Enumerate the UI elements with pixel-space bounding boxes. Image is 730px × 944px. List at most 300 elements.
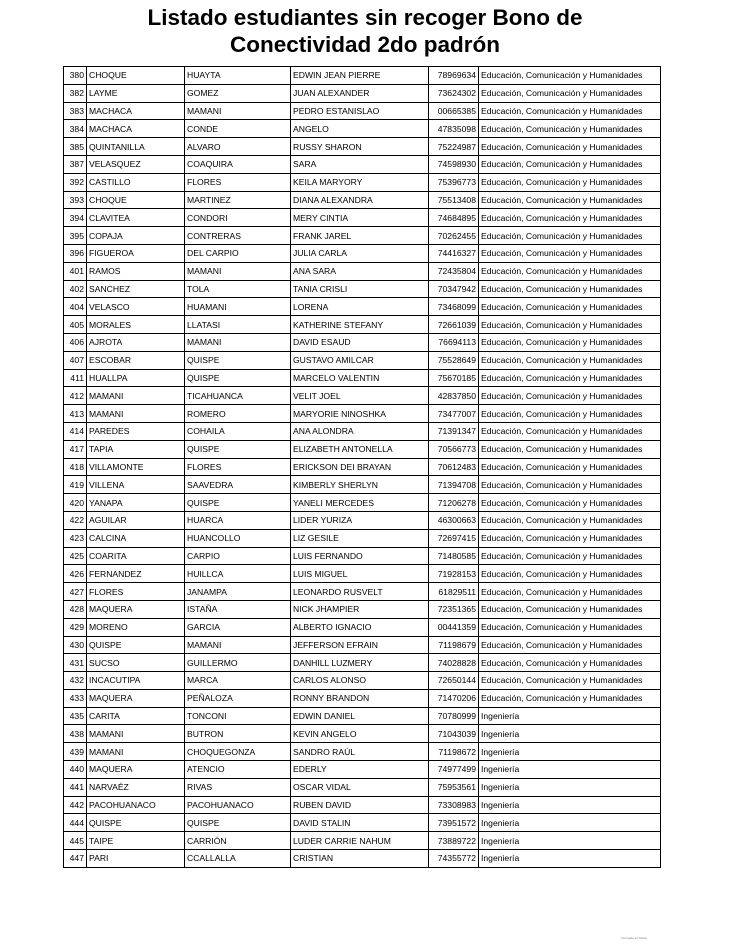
table-row bbox=[64, 405, 661, 423]
dni-cell: 74416327 bbox=[429, 244, 479, 262]
table-row bbox=[64, 422, 661, 440]
given-names-cell: NICK JHAMPIER bbox=[291, 600, 429, 618]
students-table bbox=[63, 66, 661, 868]
first-surname-cell: QUINTANILLA bbox=[87, 138, 185, 156]
table-row bbox=[64, 600, 661, 618]
career-cell: Educación, Comunicación y Humanidades bbox=[479, 458, 661, 476]
first-surname-cell: MAQUERA bbox=[87, 761, 185, 779]
table-row bbox=[64, 654, 661, 672]
title-line-1: Listado estudiantes sin recoger Bono de bbox=[147, 5, 583, 30]
first-surname-cell: NARVAÉZ bbox=[87, 778, 185, 796]
second-surname-cell: QUISPE bbox=[185, 494, 291, 512]
row-number-cell: 418 bbox=[64, 458, 87, 476]
row-number-cell: 406 bbox=[64, 333, 87, 351]
career-cell: Educación, Comunicación y Humanidades bbox=[479, 298, 661, 316]
row-number-cell: 417 bbox=[64, 440, 87, 458]
second-surname-cell: ISTAÑA bbox=[185, 600, 291, 618]
row-number-cell: 423 bbox=[64, 529, 87, 547]
first-surname-cell: LAYME bbox=[87, 84, 185, 102]
second-surname-cell: ATENCIO bbox=[185, 761, 291, 779]
second-surname-cell: MAMANI bbox=[185, 333, 291, 351]
career-cell: Educación, Comunicación y Humanidades bbox=[479, 369, 661, 387]
first-surname-cell: CHOQUE bbox=[87, 67, 185, 85]
title-line-2: Conectividad 2do padrón bbox=[229, 32, 501, 57]
first-surname-cell: COPAJA bbox=[87, 227, 185, 245]
row-number-cell: 447 bbox=[64, 850, 87, 868]
row-number-cell: 426 bbox=[64, 565, 87, 583]
table-row bbox=[64, 796, 661, 814]
given-names-cell: ANGELO bbox=[291, 120, 429, 138]
first-surname-cell: CASTILLO bbox=[87, 173, 185, 191]
row-number-cell: 438 bbox=[64, 725, 87, 743]
row-number-cell: 411 bbox=[64, 369, 87, 387]
first-surname-cell: CARITA bbox=[87, 707, 185, 725]
table-row bbox=[64, 458, 661, 476]
given-names-cell: RUBEN DAVID bbox=[291, 796, 429, 814]
second-surname-cell: GARCIA bbox=[185, 618, 291, 636]
first-surname-cell: CLAVITEA bbox=[87, 209, 185, 227]
dni-cell: 70612483 bbox=[429, 458, 479, 476]
dni-cell: 75224987 bbox=[429, 138, 479, 156]
table-row bbox=[64, 529, 661, 547]
row-number-cell: 394 bbox=[64, 209, 87, 227]
row-number-cell: 404 bbox=[64, 298, 87, 316]
given-names-cell: ALBERTO IGNACIO bbox=[291, 618, 429, 636]
second-surname-cell: CONDORI bbox=[185, 209, 291, 227]
first-surname-cell: MAMANI bbox=[87, 387, 185, 405]
second-surname-cell: ROMERO bbox=[185, 405, 291, 423]
first-surname-cell: QUISPE bbox=[87, 814, 185, 832]
table-row bbox=[64, 511, 661, 529]
row-number-cell: 422 bbox=[64, 511, 87, 529]
career-cell: Educación, Comunicación y Humanidades bbox=[479, 173, 661, 191]
table-row bbox=[64, 191, 661, 209]
given-names-cell: LORENA bbox=[291, 298, 429, 316]
given-names-cell: KEILA MARYORY bbox=[291, 173, 429, 191]
career-cell: Educación, Comunicación y Humanidades bbox=[479, 227, 661, 245]
dni-cell: 70566773 bbox=[429, 440, 479, 458]
career-cell: Educación, Comunicación y Humanidades bbox=[479, 547, 661, 565]
given-names-cell: GUSTAVO AMILCAR bbox=[291, 351, 429, 369]
second-surname-cell: QUISPE bbox=[185, 351, 291, 369]
dni-cell: 72435804 bbox=[429, 262, 479, 280]
given-names-cell: SANDRO RAÚL bbox=[291, 743, 429, 761]
dni-cell: 46300663 bbox=[429, 511, 479, 529]
first-surname-cell: VILLAMONTE bbox=[87, 458, 185, 476]
given-names-cell: JEFFERSON EFRAIN bbox=[291, 636, 429, 654]
career-cell: Educación, Comunicación y Humanidades bbox=[479, 280, 661, 298]
career-cell: Educación, Comunicación y Humanidades bbox=[479, 672, 661, 690]
dni-cell: 76694113 bbox=[429, 333, 479, 351]
dni-cell: 74598930 bbox=[429, 155, 479, 173]
career-cell: Educación, Comunicación y Humanidades bbox=[479, 600, 661, 618]
second-surname-cell: MARTINEZ bbox=[185, 191, 291, 209]
table-row bbox=[64, 227, 661, 245]
dni-cell: 72351365 bbox=[429, 600, 479, 618]
dni-cell: 74355772 bbox=[429, 850, 479, 868]
dni-cell: 74684895 bbox=[429, 209, 479, 227]
first-surname-cell: TAPIA bbox=[87, 440, 185, 458]
first-surname-cell: RAMOS bbox=[87, 262, 185, 280]
second-surname-cell: MAMANI bbox=[185, 636, 291, 654]
career-cell: Ingeniería bbox=[479, 725, 661, 743]
table-row bbox=[64, 743, 661, 761]
first-surname-cell: QUISPE bbox=[87, 636, 185, 654]
first-surname-cell: MAMANI bbox=[87, 405, 185, 423]
table-row bbox=[64, 120, 661, 138]
second-surname-cell: HUAMANI bbox=[185, 298, 291, 316]
table-row bbox=[64, 476, 661, 494]
dni-cell: 73951572 bbox=[429, 814, 479, 832]
dni-cell: 00441359 bbox=[429, 618, 479, 636]
career-cell: Educación, Comunicación y Humanidades bbox=[479, 422, 661, 440]
career-cell: Ingeniería bbox=[479, 850, 661, 868]
first-surname-cell: CALCINA bbox=[87, 529, 185, 547]
dni-cell: 42837850 bbox=[429, 387, 479, 405]
table-row bbox=[64, 138, 661, 156]
table-row bbox=[64, 725, 661, 743]
first-surname-cell: HUALLPA bbox=[87, 369, 185, 387]
table-row bbox=[64, 832, 661, 850]
given-names-cell: MARYORIE NINOSHKA bbox=[291, 405, 429, 423]
career-cell: Ingeniería bbox=[479, 743, 661, 761]
second-surname-cell: GOMEZ bbox=[185, 84, 291, 102]
career-cell: Educación, Comunicación y Humanidades bbox=[479, 511, 661, 529]
table-row bbox=[64, 298, 661, 316]
row-number-cell: 444 bbox=[64, 814, 87, 832]
first-surname-cell: VELASCO bbox=[87, 298, 185, 316]
table-row bbox=[64, 583, 661, 601]
career-cell: Educación, Comunicación y Humanidades bbox=[479, 351, 661, 369]
dni-cell: 70262455 bbox=[429, 227, 479, 245]
given-names-cell: LIZ GESILE bbox=[291, 529, 429, 547]
row-number-cell: 419 bbox=[64, 476, 87, 494]
second-surname-cell: MAMANI bbox=[185, 102, 291, 120]
dni-cell: 73468099 bbox=[429, 298, 479, 316]
row-number-cell: 442 bbox=[64, 796, 87, 814]
first-surname-cell: AGUILAR bbox=[87, 511, 185, 529]
given-names-cell: EDWIN DANIEL bbox=[291, 707, 429, 725]
second-surname-cell: CARRIÓN bbox=[185, 832, 291, 850]
first-surname-cell: YANAPA bbox=[87, 494, 185, 512]
first-surname-cell: MACHACA bbox=[87, 120, 185, 138]
career-cell: Educación, Comunicación y Humanidades bbox=[479, 120, 661, 138]
second-surname-cell: QUISPE bbox=[185, 440, 291, 458]
given-names-cell: LEONARDO RUSVELT bbox=[291, 583, 429, 601]
second-surname-cell: COHAILA bbox=[185, 422, 291, 440]
table-row bbox=[64, 173, 661, 191]
row-number-cell: 441 bbox=[64, 778, 87, 796]
second-surname-cell: PEÑALOZA bbox=[185, 689, 291, 707]
second-surname-cell: HUAYTA bbox=[185, 67, 291, 85]
students-table-body bbox=[64, 67, 661, 868]
given-names-cell: EDERLY bbox=[291, 761, 429, 779]
career-cell: Ingeniería bbox=[479, 832, 661, 850]
career-cell: Educación, Comunicación y Humanidades bbox=[479, 494, 661, 512]
dni-cell: 75528649 bbox=[429, 351, 479, 369]
career-cell: Educación, Comunicación y Humanidades bbox=[479, 316, 661, 334]
first-surname-cell: CHOQUE bbox=[87, 191, 185, 209]
row-number-cell: 384 bbox=[64, 120, 87, 138]
row-number-cell: 382 bbox=[64, 84, 87, 102]
dni-cell: 71480585 bbox=[429, 547, 479, 565]
dni-cell: 75670185 bbox=[429, 369, 479, 387]
career-cell: Educación, Comunicación y Humanidades bbox=[479, 405, 661, 423]
table-row bbox=[64, 387, 661, 405]
career-cell: Educación, Comunicación y Humanidades bbox=[479, 529, 661, 547]
given-names-cell: TANIA CRISLI bbox=[291, 280, 429, 298]
second-surname-cell: ALVARO bbox=[185, 138, 291, 156]
table-row bbox=[64, 761, 661, 779]
given-names-cell: LUIS FERNANDO bbox=[291, 547, 429, 565]
career-cell: Educación, Comunicación y Humanidades bbox=[479, 333, 661, 351]
given-names-cell: YANELI MERCEDES bbox=[291, 494, 429, 512]
table-row bbox=[64, 316, 661, 334]
given-names-cell: SARA bbox=[291, 155, 429, 173]
given-names-cell: LUIS MIGUEL bbox=[291, 565, 429, 583]
given-names-cell: ELIZABETH ANTONELLA bbox=[291, 440, 429, 458]
given-names-cell: CARLOS ALONSO bbox=[291, 672, 429, 690]
career-cell: Educación, Comunicación y Humanidades bbox=[479, 102, 661, 120]
first-surname-cell: ESCOBAR bbox=[87, 351, 185, 369]
career-cell: Educación, Comunicación y Humanidades bbox=[479, 565, 661, 583]
second-surname-cell: FLORES bbox=[185, 458, 291, 476]
given-names-cell: VELIT JOEL bbox=[291, 387, 429, 405]
given-names-cell: RUSSY SHARON bbox=[291, 138, 429, 156]
first-surname-cell: MAMANI bbox=[87, 725, 185, 743]
row-number-cell: 401 bbox=[64, 262, 87, 280]
dni-cell: 71391347 bbox=[429, 422, 479, 440]
table-row bbox=[64, 244, 661, 262]
second-surname-cell: CCALLALLA bbox=[185, 850, 291, 868]
second-surname-cell: CARPIO bbox=[185, 547, 291, 565]
career-cell: Educación, Comunicación y Humanidades bbox=[479, 636, 661, 654]
row-number-cell: 420 bbox=[64, 494, 87, 512]
row-number-cell: 440 bbox=[64, 761, 87, 779]
row-number-cell: 439 bbox=[64, 743, 87, 761]
row-number-cell: 412 bbox=[64, 387, 87, 405]
footer-watermark: Con sede en Tacna bbox=[621, 936, 647, 940]
row-number-cell: 383 bbox=[64, 102, 87, 120]
second-surname-cell: BUTRON bbox=[185, 725, 291, 743]
given-names-cell: EDWIN JEAN PIERRE bbox=[291, 67, 429, 85]
dni-cell: 73624302 bbox=[429, 84, 479, 102]
given-names-cell: OSCAR VIDAL bbox=[291, 778, 429, 796]
row-number-cell: 402 bbox=[64, 280, 87, 298]
table-row bbox=[64, 494, 661, 512]
row-number-cell: 425 bbox=[64, 547, 87, 565]
second-surname-cell: SAAVEDRA bbox=[185, 476, 291, 494]
given-names-cell: KATHERINE STEFANY bbox=[291, 316, 429, 334]
career-cell: Educación, Comunicación y Humanidades bbox=[479, 654, 661, 672]
row-number-cell: 445 bbox=[64, 832, 87, 850]
dni-cell: 72650144 bbox=[429, 672, 479, 690]
table-row bbox=[64, 689, 661, 707]
dni-cell: 72661039 bbox=[429, 316, 479, 334]
first-surname-cell: FLORES bbox=[87, 583, 185, 601]
table-row bbox=[64, 155, 661, 173]
dni-cell: 71928153 bbox=[429, 565, 479, 583]
second-surname-cell: GUILLERMO bbox=[185, 654, 291, 672]
given-names-cell: MERY CINTIA bbox=[291, 209, 429, 227]
first-surname-cell: FIGUEROA bbox=[87, 244, 185, 262]
career-cell: Educación, Comunicación y Humanidades bbox=[479, 67, 661, 85]
first-surname-cell: TAIPE bbox=[87, 832, 185, 850]
career-cell: Educación, Comunicación y Humanidades bbox=[479, 155, 661, 173]
table-row bbox=[64, 778, 661, 796]
given-names-cell: KIMBERLY SHERLYN bbox=[291, 476, 429, 494]
given-names-cell: ANA ALONDRA bbox=[291, 422, 429, 440]
row-number-cell: 428 bbox=[64, 600, 87, 618]
given-names-cell: LUDER CARRIE NAHUM bbox=[291, 832, 429, 850]
dni-cell: 71198672 bbox=[429, 743, 479, 761]
second-surname-cell: HUANCOLLO bbox=[185, 529, 291, 547]
career-cell: Educación, Comunicación y Humanidades bbox=[479, 84, 661, 102]
dni-cell: 75396773 bbox=[429, 173, 479, 191]
table-row bbox=[64, 636, 661, 654]
row-number-cell: 413 bbox=[64, 405, 87, 423]
second-surname-cell: CONDE bbox=[185, 120, 291, 138]
given-names-cell: PEDRO ESTANISLAO bbox=[291, 102, 429, 120]
table-row bbox=[64, 707, 661, 725]
second-surname-cell: FLORES bbox=[185, 173, 291, 191]
row-number-cell: 427 bbox=[64, 583, 87, 601]
second-surname-cell: TICAHUANCA bbox=[185, 387, 291, 405]
second-surname-cell: LLATASI bbox=[185, 316, 291, 334]
dni-cell: 74028828 bbox=[429, 654, 479, 672]
dni-cell: 72697415 bbox=[429, 529, 479, 547]
first-surname-cell: MAQUERA bbox=[87, 600, 185, 618]
given-names-cell: ANA SARA bbox=[291, 262, 429, 280]
dni-cell: 74977499 bbox=[429, 761, 479, 779]
career-cell: Educación, Comunicación y Humanidades bbox=[479, 440, 661, 458]
second-surname-cell: TONCONI bbox=[185, 707, 291, 725]
given-names-cell: RONNY BRANDON bbox=[291, 689, 429, 707]
second-surname-cell: CHOQUEGONZA bbox=[185, 743, 291, 761]
row-number-cell: 393 bbox=[64, 191, 87, 209]
table-row bbox=[64, 280, 661, 298]
first-surname-cell: PARI bbox=[87, 850, 185, 868]
first-surname-cell: FERNANDEZ bbox=[87, 565, 185, 583]
row-number-cell: 431 bbox=[64, 654, 87, 672]
second-surname-cell: MARCA bbox=[185, 672, 291, 690]
given-names-cell: FRANK JAREL bbox=[291, 227, 429, 245]
first-surname-cell: MORENO bbox=[87, 618, 185, 636]
second-surname-cell: JANAMPA bbox=[185, 583, 291, 601]
dni-cell: 71470206 bbox=[429, 689, 479, 707]
given-names-cell: JULIA CARLA bbox=[291, 244, 429, 262]
career-cell: Educación, Comunicación y Humanidades bbox=[479, 583, 661, 601]
given-names-cell: DAVID STALIN bbox=[291, 814, 429, 832]
dni-cell: 70347942 bbox=[429, 280, 479, 298]
given-names-cell: DANHILL LUZMERY bbox=[291, 654, 429, 672]
table-row bbox=[64, 67, 661, 85]
career-cell: Educación, Comunicación y Humanidades bbox=[479, 262, 661, 280]
dni-cell: 71394708 bbox=[429, 476, 479, 494]
second-surname-cell: MAMANI bbox=[185, 262, 291, 280]
second-surname-cell: QUISPE bbox=[185, 369, 291, 387]
first-surname-cell: PACOHUANACO bbox=[87, 796, 185, 814]
career-cell: Educación, Comunicación y Humanidades bbox=[479, 191, 661, 209]
given-names-cell: ERICKSON DEI BRAYAN bbox=[291, 458, 429, 476]
dni-cell: 71043039 bbox=[429, 725, 479, 743]
career-cell: Ingeniería bbox=[479, 707, 661, 725]
dni-cell: 73477007 bbox=[429, 405, 479, 423]
table-row bbox=[64, 547, 661, 565]
table-row bbox=[64, 102, 661, 120]
first-surname-cell: MORALES bbox=[87, 316, 185, 334]
second-surname-cell: DEL CARPIO bbox=[185, 244, 291, 262]
dni-cell: 71206278 bbox=[429, 494, 479, 512]
row-number-cell: 405 bbox=[64, 316, 87, 334]
first-surname-cell: PAREDES bbox=[87, 422, 185, 440]
given-names-cell: DIANA ALEXANDRA bbox=[291, 191, 429, 209]
given-names-cell: JUAN ALEXANDER bbox=[291, 84, 429, 102]
table-row bbox=[64, 262, 661, 280]
second-surname-cell: CONTRERAS bbox=[185, 227, 291, 245]
table-row bbox=[64, 565, 661, 583]
second-surname-cell: PACOHUANACO bbox=[185, 796, 291, 814]
dni-cell: 75513408 bbox=[429, 191, 479, 209]
career-cell: Educación, Comunicación y Humanidades bbox=[479, 618, 661, 636]
first-surname-cell: SUCSO bbox=[87, 654, 185, 672]
second-surname-cell: HUILLCA bbox=[185, 565, 291, 583]
row-number-cell: 395 bbox=[64, 227, 87, 245]
row-number-cell: 435 bbox=[64, 707, 87, 725]
table-row bbox=[64, 618, 661, 636]
row-number-cell: 430 bbox=[64, 636, 87, 654]
first-surname-cell: MAQUERA bbox=[87, 689, 185, 707]
first-surname-cell: MACHACA bbox=[87, 102, 185, 120]
table-row bbox=[64, 84, 661, 102]
table-row bbox=[64, 209, 661, 227]
first-surname-cell: COARITA bbox=[87, 547, 185, 565]
table-row bbox=[64, 850, 661, 868]
dni-cell: 70780999 bbox=[429, 707, 479, 725]
career-cell: Ingeniería bbox=[479, 761, 661, 779]
given-names-cell: MARCELO VALENTIN bbox=[291, 369, 429, 387]
dni-cell: 00665385 bbox=[429, 102, 479, 120]
first-surname-cell: VILLENA bbox=[87, 476, 185, 494]
document-title bbox=[0, 4, 730, 58]
first-surname-cell: MAMANI bbox=[87, 743, 185, 761]
dni-cell: 71198679 bbox=[429, 636, 479, 654]
first-surname-cell: VELASQUEZ bbox=[87, 155, 185, 173]
row-number-cell: 385 bbox=[64, 138, 87, 156]
dni-cell: 78969634 bbox=[429, 67, 479, 85]
table-row bbox=[64, 814, 661, 832]
career-cell: Ingeniería bbox=[479, 796, 661, 814]
given-names-cell: CRISTIAN bbox=[291, 850, 429, 868]
dni-cell: 73308983 bbox=[429, 796, 479, 814]
row-number-cell: 433 bbox=[64, 689, 87, 707]
second-surname-cell: RIVAS bbox=[185, 778, 291, 796]
row-number-cell: 407 bbox=[64, 351, 87, 369]
table-row bbox=[64, 369, 661, 387]
table-row bbox=[64, 333, 661, 351]
second-surname-cell: TOLA bbox=[185, 280, 291, 298]
row-number-cell: 380 bbox=[64, 67, 87, 85]
dni-cell: 73889722 bbox=[429, 832, 479, 850]
table-row bbox=[64, 351, 661, 369]
second-surname-cell: QUISPE bbox=[185, 814, 291, 832]
dni-cell: 75953561 bbox=[429, 778, 479, 796]
career-cell: Educación, Comunicación y Humanidades bbox=[479, 387, 661, 405]
given-names-cell: KEVIN ANGELO bbox=[291, 725, 429, 743]
row-number-cell: 432 bbox=[64, 672, 87, 690]
career-cell: Educación, Comunicación y Humanidades bbox=[479, 244, 661, 262]
career-cell: Educación, Comunicación y Humanidades bbox=[479, 476, 661, 494]
